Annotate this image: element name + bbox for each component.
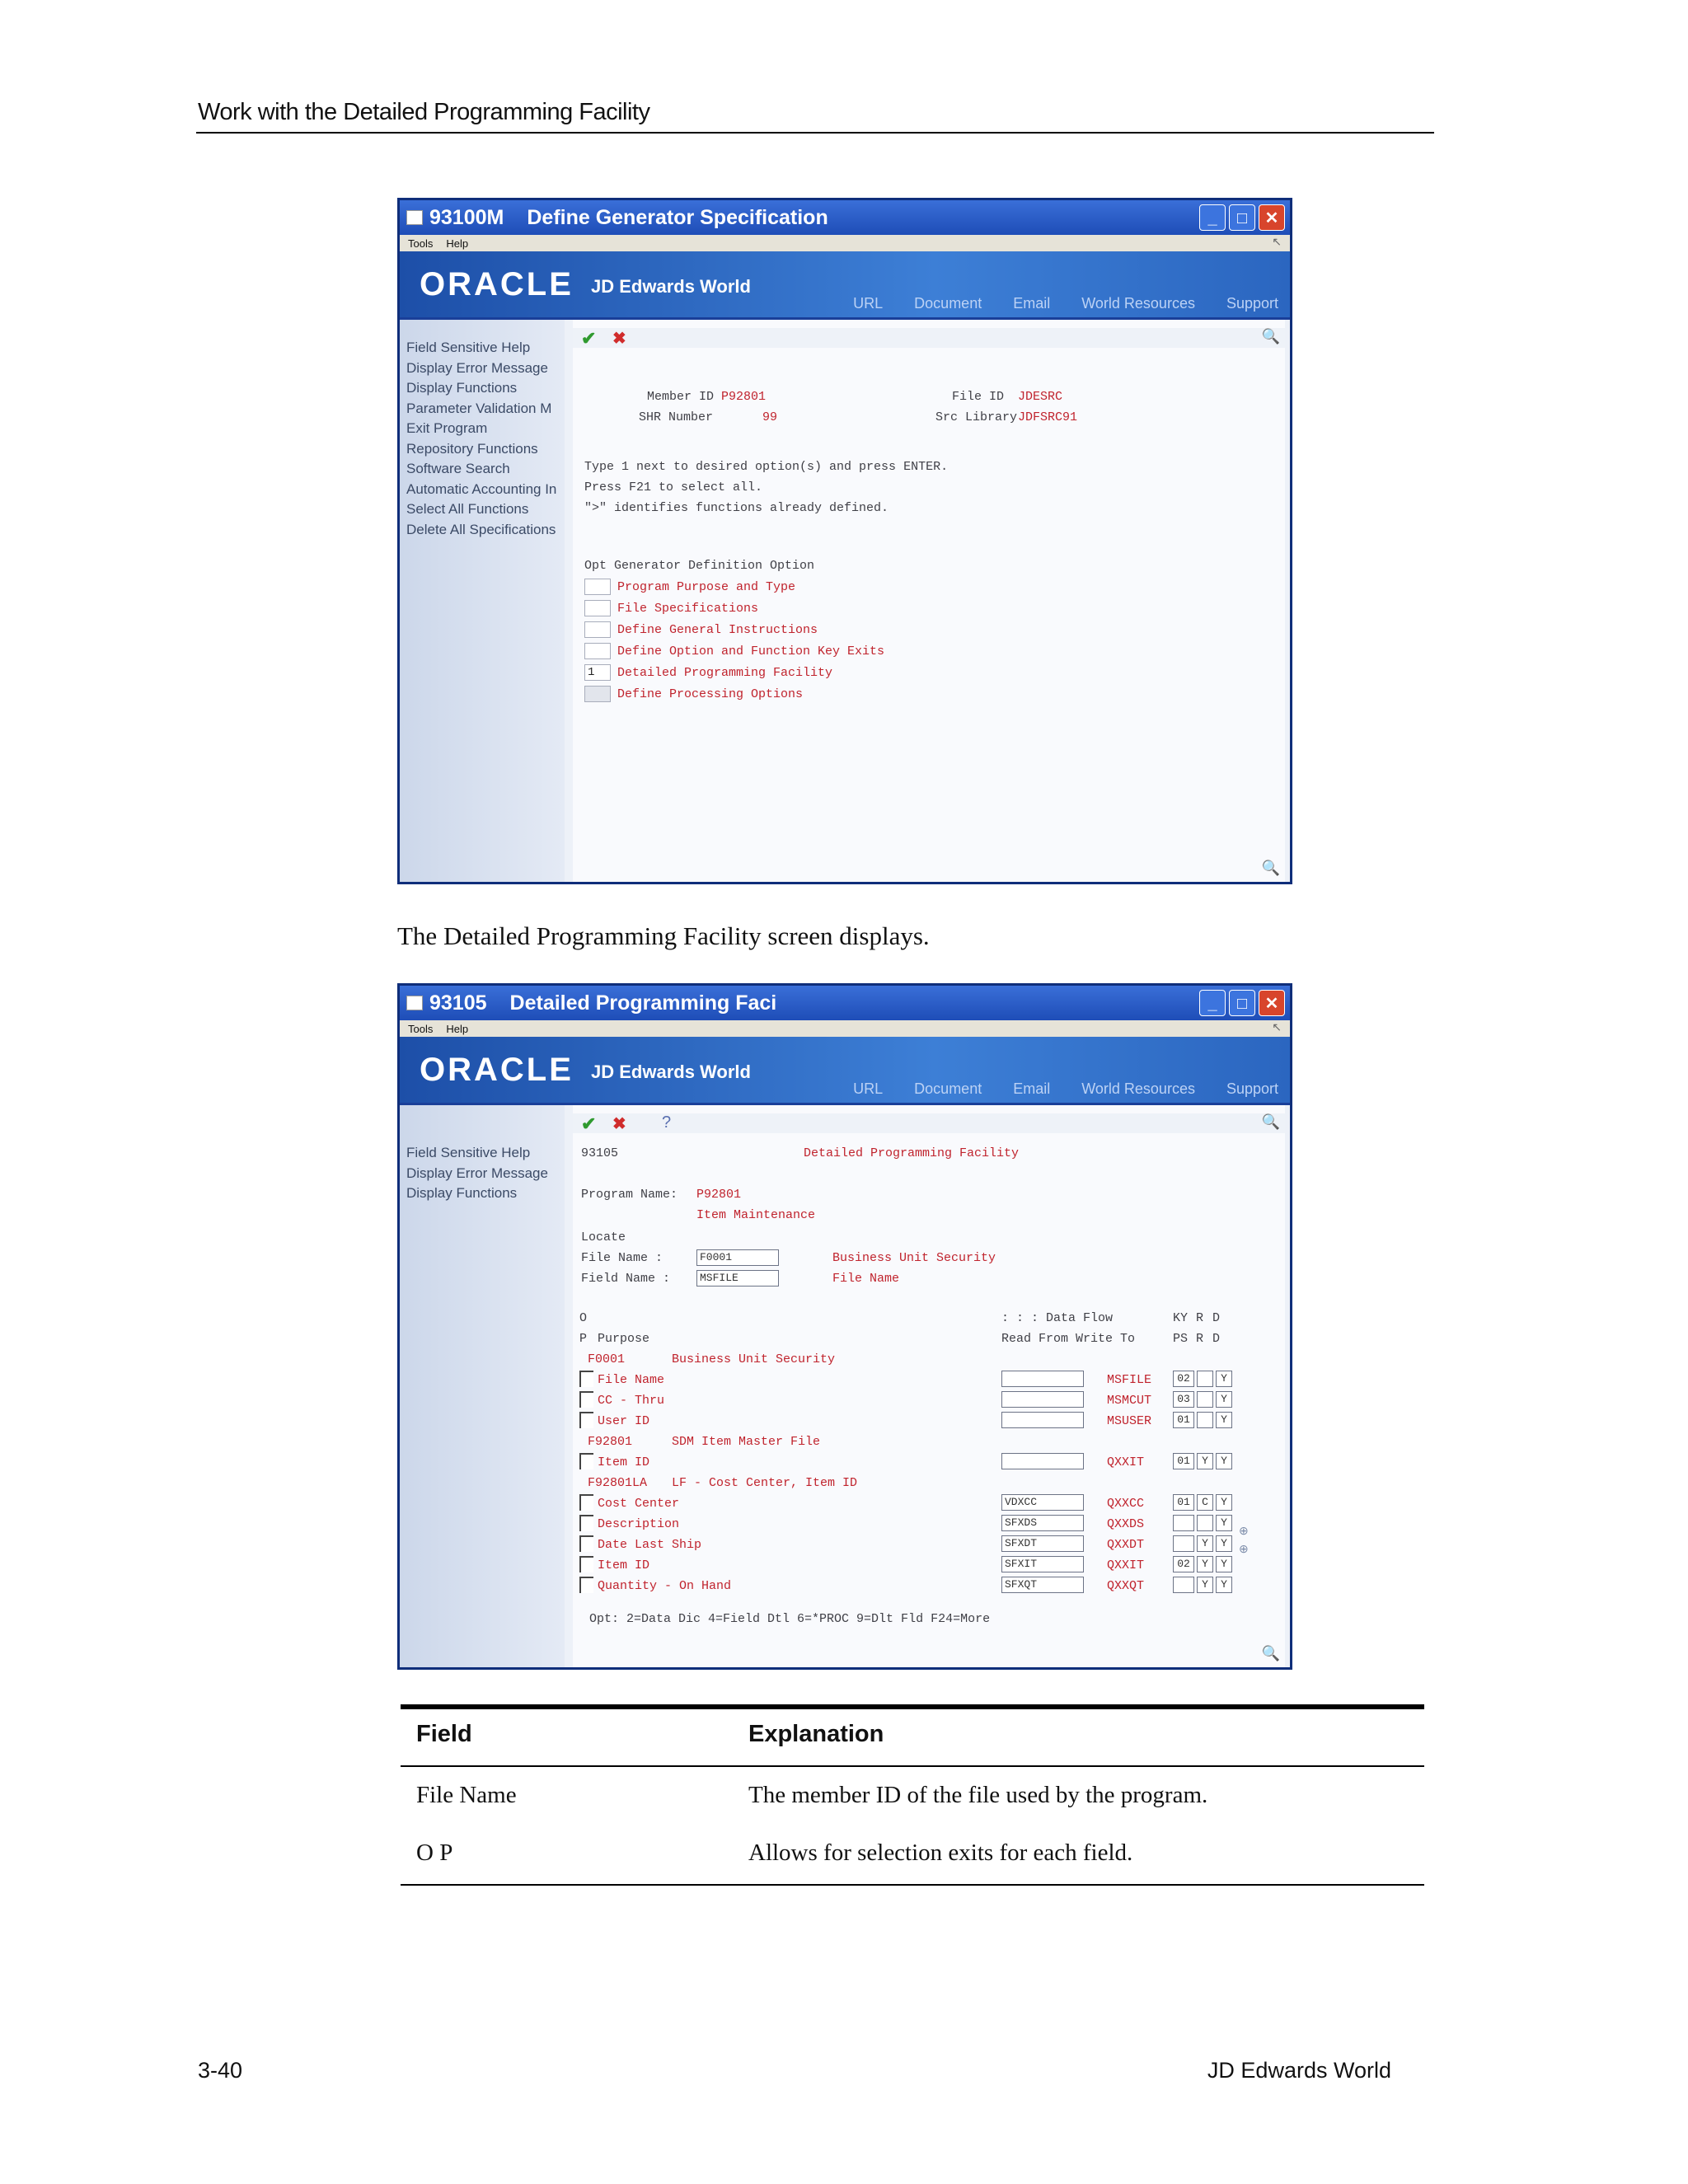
row-write-to: QXXCC (1107, 1497, 1145, 1511)
nav-document[interactable]: Document (914, 1080, 982, 1097)
group-file: F92801 (588, 1435, 633, 1449)
screen-id: 93105 (429, 991, 487, 1015)
nav-email[interactable]: Email (1013, 1080, 1051, 1097)
header-rule (196, 132, 1434, 134)
locate-label: Locate (581, 1230, 626, 1244)
group-description: LF - Cost Center, Item ID (672, 1476, 858, 1490)
form-area (573, 320, 1285, 882)
brand-bar (400, 1037, 1290, 1103)
file-id-value: JDESRC (1018, 390, 1063, 404)
menu-item[interactable]: Software Search (406, 461, 510, 476)
column-write-to: Write To (1076, 1332, 1136, 1346)
function-menu (400, 320, 565, 882)
file-id-label: File ID (952, 390, 1005, 404)
row-select-checkbox[interactable] (579, 1453, 593, 1469)
menu-item[interactable]: Select All Functions (406, 501, 529, 517)
oracle-logo: ORACLE (420, 1052, 574, 1088)
menu-item[interactable]: Automatic Accounting In (406, 480, 557, 497)
read-from-input[interactable] (1001, 1371, 1084, 1387)
check-icon[interactable]: ✔ (581, 1113, 597, 1134)
shr-number-label: SHR Number (639, 410, 714, 424)
menu-bar (400, 235, 1290, 251)
column-d: D (1212, 1311, 1221, 1325)
read-from-input[interactable]: SFXQT (1001, 1577, 1084, 1593)
key-input[interactable] (1173, 1577, 1194, 1593)
pin-icon[interactable]: ↖ (1272, 235, 1282, 248)
src-library-label: Src Library (935, 410, 1018, 424)
detailed-programming-facility-window (397, 983, 1292, 1670)
column-purpose: Purpose (598, 1332, 650, 1346)
r-input[interactable] (1197, 1412, 1213, 1428)
read-from-input[interactable] (1001, 1412, 1084, 1428)
nav-support[interactable]: Support (1226, 295, 1278, 312)
menu-item[interactable]: Display Functions (406, 1185, 518, 1201)
r-input[interactable]: C (1197, 1494, 1213, 1511)
read-from-input[interactable] (1001, 1391, 1084, 1408)
column-r-sub: R (1196, 1332, 1204, 1346)
column-r: R (1196, 1311, 1204, 1325)
nav-support[interactable]: Support (1226, 1080, 1278, 1097)
src-library-value: JDFSRC91 (1018, 410, 1078, 424)
caption: The Detailed Programming Facility screen displays. (397, 921, 930, 950)
maximize-button[interactable]: □ (1229, 990, 1255, 1016)
key-input[interactable]: 01 (1173, 1453, 1194, 1469)
table-row-explanation: The member ID of the file used by the program. (748, 1782, 1208, 1808)
row-write-to: MSMCUT (1107, 1394, 1152, 1408)
read-from-input[interactable]: SFXDT (1001, 1535, 1084, 1552)
instruction-line: Press F21 to select all. (584, 480, 763, 494)
scroll-down-icon[interactable]: ⊕ (1239, 1542, 1249, 1555)
row-select-checkbox[interactable] (579, 1556, 593, 1572)
column-data-flow: : : : Data Flow (1001, 1311, 1114, 1325)
product-name: JD Edwards World (591, 276, 751, 297)
option-label: Program Purpose and Type (617, 580, 796, 594)
footer-product: JD Edwards World (1207, 2058, 1391, 2083)
program-description: Item Maintenance (696, 1208, 816, 1222)
column-ps: PS (1173, 1332, 1189, 1346)
field-name-description: File Name (832, 1272, 900, 1286)
search-icon[interactable]: 🔍 (1261, 860, 1280, 876)
option-input[interactable] (584, 600, 611, 616)
field-name-input[interactable]: MSFILE (696, 1270, 779, 1286)
search-icon[interactable]: 🔍 (1261, 328, 1280, 344)
row-write-to: QXXDT (1107, 1538, 1145, 1552)
menu-item[interactable]: Field Sensitive Help (406, 340, 531, 355)
row-select-checkbox[interactable] (579, 1515, 593, 1531)
r-input[interactable]: Y (1197, 1577, 1213, 1593)
row-purpose: Description (598, 1517, 680, 1531)
d-input[interactable]: Y (1216, 1371, 1232, 1387)
option-label: Define General Instructions (617, 623, 818, 637)
table-header-rule (401, 1765, 1424, 1767)
title-bar[interactable] (400, 200, 1290, 235)
column-d-sub: D (1212, 1332, 1221, 1346)
options-header: Opt Generator Definition Option (584, 559, 815, 573)
row-select-checkbox[interactable] (579, 1412, 593, 1428)
group-file: F92801LA (588, 1476, 648, 1490)
row-purpose: Item ID (598, 1455, 650, 1469)
form-title: Detailed Programming Facility (804, 1146, 1020, 1160)
option-input[interactable] (584, 579, 611, 595)
key-input[interactable]: 03 (1173, 1391, 1194, 1408)
function-menu (400, 1105, 565, 1667)
instruction-line: Type 1 next to desired option(s) and press ENTER. (584, 460, 949, 474)
help-icon[interactable]: ? (662, 1113, 672, 1132)
row-write-to: QXXDS (1107, 1517, 1145, 1531)
column-read-from: Read From (1001, 1332, 1069, 1346)
key-input[interactable] (1173, 1535, 1194, 1552)
check-icon[interactable]: ✔ (581, 328, 597, 349)
product-name: JD Edwards World (591, 1062, 751, 1082)
minimize-button[interactable]: _ (1199, 204, 1226, 231)
table-row-explanation: Allows for selection exits for each field. (748, 1840, 1133, 1866)
row-purpose: User ID (598, 1414, 650, 1428)
d-input[interactable]: Y (1216, 1515, 1232, 1531)
key-input[interactable]: 02 (1173, 1556, 1194, 1572)
row-purpose: CC - Thru (598, 1394, 665, 1408)
screen-id: 93100M (429, 205, 504, 229)
row-select-checkbox[interactable] (579, 1494, 593, 1511)
menu-tools[interactable]: Tools (408, 1022, 434, 1035)
d-input[interactable]: Y (1216, 1412, 1232, 1428)
option-input[interactable] (584, 643, 611, 659)
table-row-field: O P (416, 1840, 453, 1866)
d-input[interactable]: Y (1216, 1391, 1232, 1408)
group-description: Business Unit Security (672, 1352, 836, 1366)
nav-world-resources[interactable]: World Resources (1081, 295, 1195, 312)
menu-item[interactable]: Display Error Message (406, 1165, 548, 1181)
file-name-label: File Name : (581, 1251, 663, 1265)
r-input[interactable] (1197, 1391, 1213, 1408)
row-select-checkbox[interactable] (579, 1371, 593, 1387)
row-write-to: QXXIT (1107, 1455, 1145, 1469)
d-input[interactable]: Y (1216, 1535, 1232, 1552)
key-input[interactable]: 02 (1173, 1371, 1194, 1387)
option-input[interactable] (584, 621, 611, 638)
row-select-checkbox[interactable] (579, 1577, 593, 1593)
close-button[interactable]: ✕ (1259, 204, 1285, 231)
menu-item[interactable]: Display Functions (406, 380, 518, 396)
member-id-value: P92801 (721, 390, 767, 404)
row-purpose: File Name (598, 1373, 665, 1387)
option-input[interactable] (584, 686, 611, 702)
page-number: 3-40 (198, 2058, 243, 2083)
menu-help[interactable]: Help (446, 237, 469, 250)
search-icon[interactable]: 🔍 (1261, 1645, 1280, 1661)
nav-email[interactable]: Email (1013, 295, 1051, 312)
menu-item[interactable]: Display Error Message (406, 359, 548, 376)
minimize-button[interactable]: _ (1199, 990, 1226, 1016)
cancel-icon[interactable]: ✖ (612, 330, 626, 348)
option-label: Detailed Programming Facility (617, 666, 833, 680)
row-write-to: QXXIT (1107, 1558, 1145, 1572)
running-header: Work with the Detailed Programming Facility (198, 99, 650, 125)
nav-world-resources[interactable]: World Resources (1081, 1080, 1195, 1097)
d-input[interactable]: Y (1216, 1556, 1232, 1572)
oracle-logo: ORACLE (420, 266, 574, 302)
column-p: P (579, 1332, 588, 1346)
option-label: Define Processing Options (617, 687, 804, 701)
row-purpose: Quantity - On Hand (598, 1579, 732, 1593)
key-input[interactable]: 01 (1173, 1412, 1194, 1428)
row-write-to: MSUSER (1107, 1414, 1152, 1428)
key-input[interactable]: 01 (1173, 1494, 1194, 1511)
scroll-up-icon[interactable]: ⊕ (1239, 1524, 1249, 1537)
menu-tools[interactable]: Tools (408, 237, 434, 250)
file-name-description: Business Unit Security (832, 1251, 996, 1265)
pin-icon[interactable]: ↖ (1272, 1020, 1282, 1033)
read-from-input[interactable]: SFXIT (1001, 1556, 1084, 1572)
member-id-label: Member ID (647, 390, 715, 404)
cancel-icon[interactable]: ✖ (612, 1115, 626, 1133)
nav-url[interactable]: URL (853, 1080, 884, 1097)
r-input[interactable]: Y (1197, 1556, 1213, 1572)
table-row-field: File Name (416, 1782, 517, 1808)
form-area (573, 1105, 1285, 1667)
column-ky: KY (1173, 1311, 1189, 1325)
menu-item[interactable]: Exit Program (406, 420, 488, 436)
row-purpose: Item ID (598, 1558, 650, 1572)
group-description: SDM Item Master File (672, 1435, 821, 1449)
app-icon (406, 210, 423, 225)
row-purpose: Date Last Ship (598, 1538, 702, 1552)
row-select-checkbox[interactable] (579, 1535, 593, 1552)
d-input[interactable]: Y (1216, 1453, 1232, 1469)
program-name-value: P92801 (696, 1188, 742, 1202)
nav-url[interactable]: URL (853, 295, 884, 312)
define-generator-spec-window (397, 198, 1292, 884)
r-input[interactable] (1197, 1515, 1213, 1531)
title-bar[interactable] (400, 986, 1290, 1020)
table-bottom-rule (401, 1884, 1424, 1886)
app-icon (406, 996, 423, 1010)
r-input[interactable]: Y (1197, 1453, 1213, 1469)
window-title: Define Generator Specification (527, 205, 828, 229)
function-keys-footer: Opt: 2=Data Dic 4=Field Dtl 6=*PROC 9=Dlt Fld F24=More (589, 1612, 991, 1626)
row-purpose: Cost Center (598, 1497, 680, 1511)
r-input[interactable]: Y (1197, 1535, 1213, 1552)
table-header-field: Field (416, 1721, 472, 1747)
table-top-rule (401, 1704, 1424, 1709)
row-write-to: QXXQT (1107, 1579, 1145, 1593)
menu-item[interactable]: Repository Functions (406, 440, 538, 457)
row-select-checkbox[interactable] (579, 1391, 593, 1408)
group-file: F0001 (588, 1352, 626, 1366)
maximize-button[interactable]: □ (1229, 204, 1255, 231)
field-name-label: Field Name : (581, 1272, 671, 1286)
read-from-input[interactable]: VDXCC (1001, 1494, 1084, 1511)
menu-help[interactable]: Help (446, 1022, 469, 1035)
option-label: Define Option and Function Key Exits (617, 644, 885, 658)
key-input[interactable] (1173, 1515, 1194, 1531)
close-button[interactable]: ✕ (1259, 990, 1285, 1016)
menu-item[interactable]: Field Sensitive Help (406, 1145, 531, 1160)
r-input[interactable] (1197, 1371, 1213, 1387)
row-write-to: MSFILE (1107, 1373, 1152, 1387)
search-icon[interactable]: 🔍 (1261, 1113, 1280, 1130)
read-from-input[interactable] (1001, 1453, 1084, 1469)
menu-bar (400, 1020, 1290, 1037)
program-name-label: Program Name: (581, 1188, 678, 1202)
d-input[interactable]: Y (1216, 1494, 1232, 1511)
form-id: 93105 (581, 1146, 619, 1160)
file-name-input[interactable]: F0001 (696, 1249, 779, 1266)
option-label: File Specifications (617, 602, 759, 616)
column-o: O (579, 1311, 588, 1325)
read-from-input[interactable]: SFXDS (1001, 1515, 1084, 1531)
nav-document[interactable]: Document (914, 295, 982, 312)
brand-bar (400, 251, 1290, 317)
option-input[interactable]: 1 (584, 664, 611, 681)
d-input[interactable]: Y (1216, 1577, 1232, 1593)
menu-item[interactable]: Parameter Validation M (406, 400, 552, 416)
window-title: Detailed Programming Faci (509, 991, 777, 1015)
instruction-line: ">" identifies functions already defined. (584, 501, 889, 515)
menu-item[interactable]: Delete All Specifications (406, 521, 556, 537)
table-header-explanation: Explanation (748, 1721, 884, 1747)
shr-number-value: 99 (762, 410, 778, 424)
